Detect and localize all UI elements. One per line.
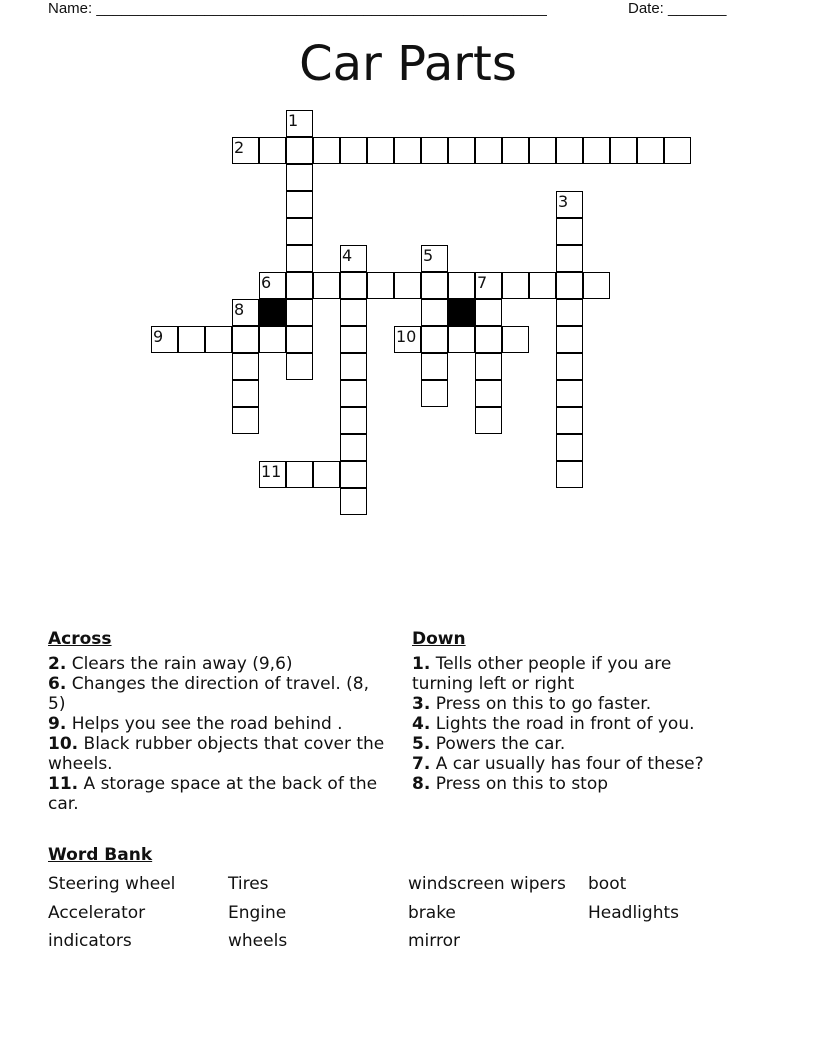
- grid-cell[interactable]: [340, 488, 367, 515]
- grid-cell[interactable]: [286, 326, 313, 353]
- down-clue: [412, 654, 732, 694]
- across-clues: [48, 628, 393, 814]
- grid-cell[interactable]: [340, 461, 367, 488]
- clue-number: 1.: [412, 654, 431, 674]
- grid-cell[interactable]: [502, 326, 529, 353]
- across-clue: [48, 674, 393, 714]
- clue-text: Clears the rain away (9,6): [71, 654, 293, 674]
- grid-cell[interactable]: [367, 137, 394, 164]
- clue-number: 8.: [412, 774, 431, 794]
- grid-cell[interactable]: [556, 407, 583, 434]
- name-field-label[interactable]: Name: ______________________________________________________: [48, 0, 547, 17]
- grid-cell[interactable]: [259, 137, 286, 164]
- grid-cell[interactable]: [583, 272, 610, 299]
- grid-cell[interactable]: [610, 137, 637, 164]
- grid-cell[interactable]: [286, 191, 313, 218]
- grid-cell[interactable]: [340, 353, 367, 380]
- clue-number-label: 9: [153, 327, 164, 346]
- clue-text: Changes the direction of travel. (8, 5): [48, 674, 370, 714]
- grid-cell[interactable]: [340, 407, 367, 434]
- clue-number-label: 2: [234, 138, 245, 157]
- grid-cell[interactable]: [286, 245, 313, 272]
- page-title: Car Parts: [299, 36, 517, 92]
- down-clue: [412, 774, 732, 794]
- clue-number: 10.: [48, 734, 79, 754]
- clue-number: 7.: [412, 754, 431, 774]
- clue-number-label: 4: [342, 246, 353, 265]
- grid-cell[interactable]: [313, 461, 340, 488]
- grid-cell[interactable]: [475, 353, 502, 380]
- clue-number-label: 10: [396, 327, 417, 346]
- clue-text: A car usually has four of these?: [435, 754, 704, 774]
- down-clue: [412, 694, 732, 714]
- grid-cell[interactable]: [664, 137, 691, 164]
- word-bank-item: wheels: [228, 931, 288, 951]
- word-bank-item: indicators: [48, 931, 132, 951]
- grid-cell[interactable]: [232, 407, 259, 434]
- word-bank-item: boot: [588, 874, 627, 894]
- word-bank-item: windscreen wipers: [408, 874, 566, 894]
- grid-cell[interactable]: [394, 137, 421, 164]
- clue-number-label: 5: [423, 246, 434, 265]
- clue-number-label: 3: [558, 192, 569, 211]
- grid-cell[interactable]: [232, 380, 259, 407]
- grid-cell[interactable]: [556, 461, 583, 488]
- clue-number-label: 6: [261, 273, 272, 292]
- grid-cell[interactable]: [556, 380, 583, 407]
- word-bank-item: Accelerator: [48, 903, 146, 923]
- grid-cell[interactable]: [556, 218, 583, 245]
- grid-cell[interactable]: [259, 326, 286, 353]
- grid-cell[interactable]: [421, 353, 448, 380]
- clue-number: 9.: [48, 714, 67, 734]
- grid-cell[interactable]: [556, 272, 583, 299]
- grid-cell[interactable]: [448, 326, 475, 353]
- grid-cell[interactable]: [637, 137, 664, 164]
- clue-number-label: 1: [288, 111, 299, 130]
- grid-cell[interactable]: [556, 245, 583, 272]
- grid-cell[interactable]: [232, 326, 259, 353]
- black-cell: [259, 299, 286, 326]
- clue-number: 4.: [412, 714, 431, 734]
- grid-cell[interactable]: [583, 137, 610, 164]
- grid-cell[interactable]: [340, 137, 367, 164]
- grid-cell[interactable]: [394, 272, 421, 299]
- grid-cell[interactable]: [205, 326, 232, 353]
- clue-text: Lights the road in front of you.: [435, 714, 695, 734]
- clue-text: Black rubber objects that cover the wheels.: [48, 734, 385, 774]
- grid-cell[interactable]: [286, 218, 313, 245]
- clue-number-label: 8: [234, 300, 245, 319]
- clue-text: A storage space at the back of the car.: [48, 774, 378, 814]
- grid-cell[interactable]: [286, 299, 313, 326]
- grid-cell[interactable]: [340, 299, 367, 326]
- grid-cell[interactable]: [475, 380, 502, 407]
- clue-text: Powers the car.: [435, 734, 566, 754]
- down-clue: [412, 754, 732, 774]
- grid-cell[interactable]: [529, 272, 556, 299]
- down-clues: [412, 628, 732, 794]
- clue-text: Press on this to stop: [435, 774, 609, 794]
- word-bank-item: Steering wheel: [48, 874, 176, 894]
- black-cell: [448, 299, 475, 326]
- grid-cell[interactable]: [448, 272, 475, 299]
- grid-cell[interactable]: [286, 461, 313, 488]
- grid-cell[interactable]: [286, 137, 313, 164]
- grid-cell[interactable]: [502, 137, 529, 164]
- clue-number-label: 7: [477, 273, 488, 292]
- grid-cell[interactable]: [313, 137, 340, 164]
- clue-text: Tells other people if you are turning left or right: [412, 654, 672, 694]
- clue-number: 6.: [48, 674, 67, 694]
- grid-cell[interactable]: [367, 272, 394, 299]
- word-bank-item: Tires: [228, 874, 269, 894]
- across-clue: [48, 734, 393, 774]
- grid-cell[interactable]: [556, 434, 583, 461]
- grid-cell[interactable]: [340, 434, 367, 461]
- clue-number: 5.: [412, 734, 431, 754]
- grid-cell[interactable]: [475, 137, 502, 164]
- grid-cell[interactable]: [286, 164, 313, 191]
- grid-cell[interactable]: [286, 272, 313, 299]
- clue-number: 3.: [412, 694, 431, 714]
- grid-cell[interactable]: [313, 272, 340, 299]
- date-field-label[interactable]: Date: _______: [628, 0, 727, 17]
- down-clue: [412, 714, 732, 734]
- grid-cell[interactable]: [421, 326, 448, 353]
- grid-cell[interactable]: [556, 326, 583, 353]
- word-bank-item: brake: [408, 903, 456, 923]
- across-heading: Across: [48, 629, 112, 649]
- grid-cell[interactable]: [475, 299, 502, 326]
- across-clue: [48, 654, 393, 674]
- down-heading: Down: [412, 629, 466, 649]
- grid-cell[interactable]: [340, 380, 367, 407]
- clue-text: Helps you see the road behind .: [71, 714, 343, 734]
- grid-cell[interactable]: [502, 272, 529, 299]
- grid-cell[interactable]: [421, 299, 448, 326]
- across-clue: [48, 714, 393, 734]
- grid-cell[interactable]: [529, 137, 556, 164]
- clue-number-label: 11: [261, 462, 282, 481]
- grid-cell[interactable]: [340, 272, 367, 299]
- down-clue: [412, 734, 732, 754]
- grid-cell[interactable]: [178, 326, 205, 353]
- grid-cell[interactable]: [448, 137, 475, 164]
- grid-cell[interactable]: [556, 137, 583, 164]
- grid-cell[interactable]: [421, 272, 448, 299]
- clue-number: 2.: [48, 654, 67, 674]
- clue-number: 11.: [48, 774, 79, 794]
- grid-cell[interactable]: [286, 353, 313, 380]
- clue-text: Press on this to go faster.: [435, 694, 652, 714]
- grid-cell[interactable]: [421, 380, 448, 407]
- word-bank-item: Headlights: [588, 903, 679, 923]
- grid-cell[interactable]: [475, 407, 502, 434]
- across-clue: [48, 774, 393, 814]
- word-bank-item: mirror: [408, 931, 460, 951]
- grid-cell[interactable]: [556, 299, 583, 326]
- grid-cell[interactable]: [475, 326, 502, 353]
- grid-cell[interactable]: [556, 353, 583, 380]
- grid-cell[interactable]: [421, 137, 448, 164]
- grid-cell[interactable]: [232, 353, 259, 380]
- grid-cell[interactable]: [340, 326, 367, 353]
- word-bank-heading: Word Bank: [48, 845, 153, 865]
- word-bank-item: Engine: [228, 903, 287, 923]
